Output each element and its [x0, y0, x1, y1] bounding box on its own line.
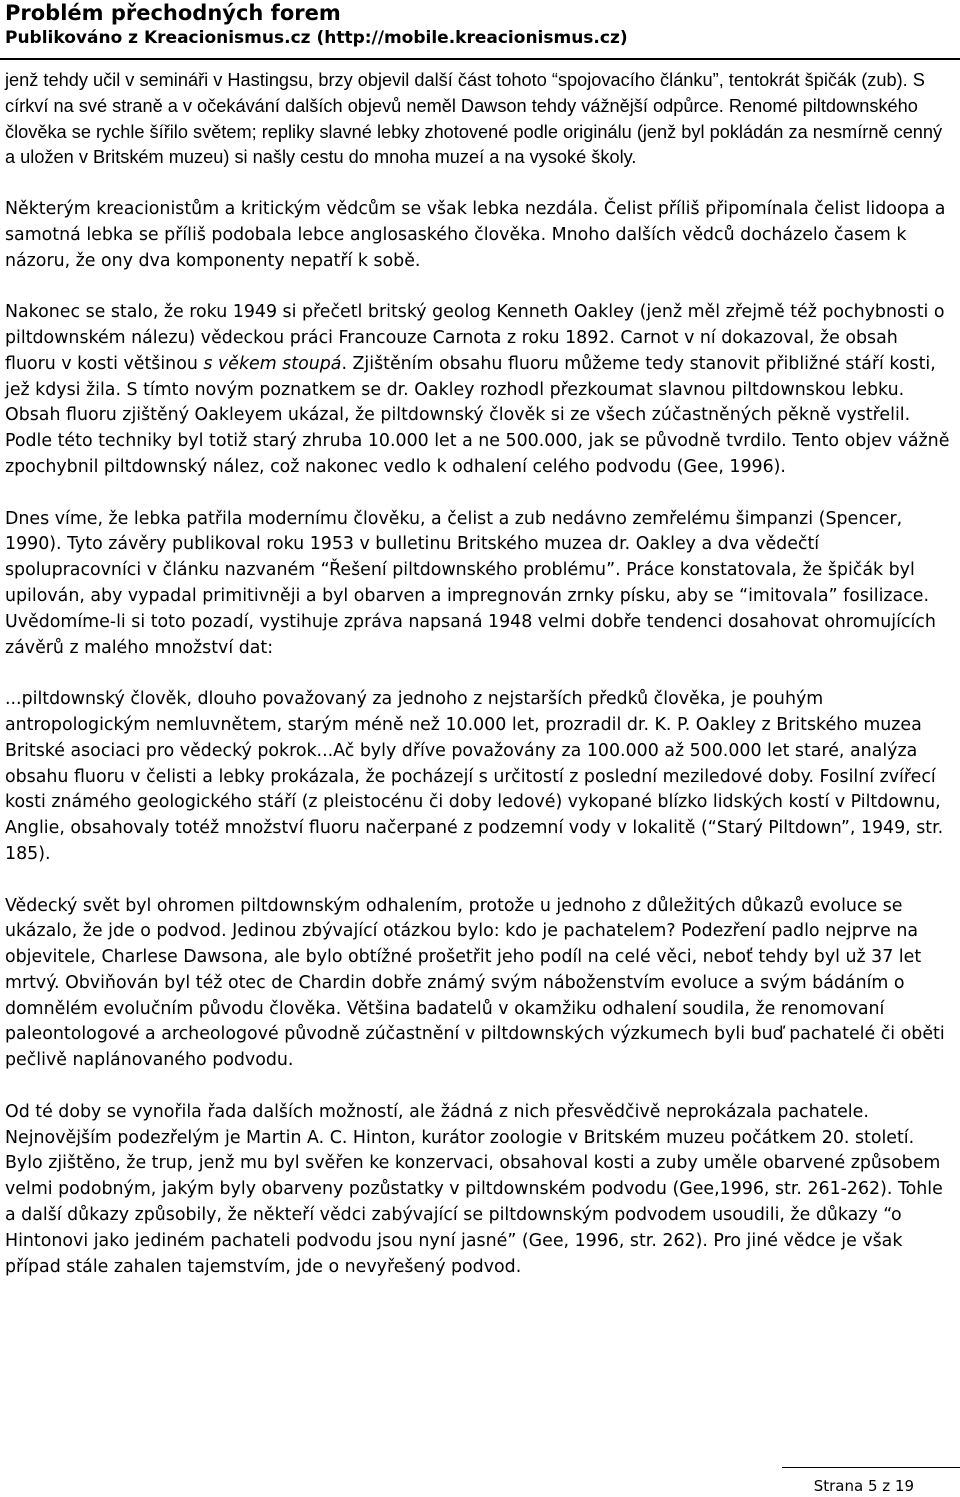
- emphasized-text: s věkem stoupá: [203, 353, 342, 374]
- paragraph-dawson-fame: jenž tehdy učil v semináři v Hastingsu, brzy objevil další část tohoto “spojovacího článku”, tentokrát špičák (zub). S církví na své straně a v očekávání dalších objevů neměl Dawson tehdy vážnější odpůrce. Renomé piltdownského člověka se rychle šířilo světem; repliky slavné lebky zhotovené podle originálu (jenž byl pokládán za nesmírně cenný a uložen v Britském muzeu) si našly cestu do mnoha muzeí a na vysoké školy.: [5, 70, 943, 168]
- paragraph-text: Nakonec se stalo, že roku 1949 si přečetl britský geolog Kenneth Oakley (jenž měl zřejmě též pochybnosti o piltdownském nálezu) vědeckou práci Francouze Carnota z roku 1892. Carnot v ní dokazoval, že obsah fluoru v kosti většinou: [5, 302, 945, 374]
- paragraph-modern-findings: Dnes víme, že lebka patřila modernímu člověku, a čelist a zub nedávno zemřelému šimpanzi (Spencer, 1990). Tyto závěry publikoval roku 1953 v bulletinu Britského muzea dr. Oakley a dva vědečtí spolupracovníci v článku nazvaném “Řešení piltdownského problému”. Práce konstatovala, že špičák byl upilován, aby vypadal primitivněji a byl obarven a impregnován zrnky písku, aby se “imitovala” fosilizace. Uvědomíme-li si toto pozadí, vystihuje zpráva napsaná 1948 velmi dobře tendenci dosahovat ohromujících závěrů z malého množství dat:: [5, 508, 936, 658]
- paragraph-doubts: Některým kreacionistům a kritickým vědcům se však lebka nezdála. Čelist příliš připomínala čelist lidoopa a samotná lebka se příliš podobala lebce anglosaského člověka. Mnoho dalších vědců docházelo časem k názoru, že ony dva komponenty nepatří k sobě.: [5, 198, 946, 271]
- paragraph-text: . Zjištěním obsahu fluoru můžeme tedy stanovit přibližné stáří kosti, jež kdysi žila. S tímto novým poznatkem se dr. Oakley rozhodl přezkoumat slavnou piltdownskou lebku. Obsah fluoru zjištěný Oakleyem ukázal, že piltdownský člověk si ze všech zúčastněných pěkně vystřelil. Podle této techniky byl totiž starý zhruba 10.000 let a ne 500.000, jak se původně tvrdilo. Tento objev vážně zpochybnil piltdownský nález, což nakonec vedlo k odhalení celého podvodu (Gee, 1996).: [5, 353, 950, 477]
- publication-source: Publikováno z Kreacionismus.cz (http://mobile.kreacionismus.cz): [5, 28, 628, 48]
- document-title: Problém přechodných forem: [5, 1, 341, 25]
- header-divider: [0, 58, 960, 60]
- page-number: Strana 5 z 19: [813, 1477, 914, 1495]
- article-body: [5, 68, 950, 1306]
- paragraph-quoted-report: ...piltdownský člověk, dlouho považovaný za jednoho z nejstarších předků člověka, je pouhým antropologickým nemluvnětem, starým méně než 10.000 let, prozradil dr. K. P. Oakley z Britského muzea Britské asociaci pro vědecký pokrok...Ač byly dříve považovány za 100.000 až 500.000 let staré, analýza obsahu fluoru v čelisti a lebky prokázala, že pocházejí s určitostí z poslední meziledové doby. Fosilní zvířecí kosti známého geologického stáří (z pleistocénu či doby ledové) vykopané blízko lidských kostí v Piltdownu, Anglie, obsahovaly totéž množství fluoru načerpané z podzemní vody v lokalitě (“Starý Piltdown”, 1949, str. 185).: [5, 689, 944, 864]
- page-header: [5, 0, 955, 51]
- paragraph-oakley-fluorine: [5, 300, 950, 481]
- paragraph-who-is-culprit: Vědecký svět byl ohromen piltdownským odhalením, protože u jednoho z důležitých důkazů evoluce se ukázalo, že jde o podvod. Jedinou zbývající otázkou bylo: kdo je pachatelem? Podezření padlo nejprve na objevitele, Charlese Dawsona, ale bylo obtížné prošetřit jeho podíl na celé věci, neboť tehdy byl už 37 let mrtvý. Obviňován byl též otec de Chardin dobře známý svým náboženstvím evoluce a svým bádáním o domnělém evolučním původu člověka. Většina badatelů v okamžiku odhalení soudila, že renomovaní paleontologové a archeologové původně zúčastnění v piltdownských výzkumech byli buď pachatelé či oběti pečlivě naplánovaného podvodu.: [5, 895, 945, 1071]
- paragraph-hinton-suspect: Od té doby se vynořila řada dalších možností, ale žádná z nich přesvědčivě neprokázala pachatele. Nejnovějším podezřelým je Martin A. C. Hinton, kurátor zoologie v Britském muzeu počátkem 20. století. Bylo zjištěno, že trup, jenž mu byl svěřen ke konzervaci, obsahoval kosti a zuby uměle obarvené způsobem velmi podobným, jakým byly obarveny pozůstatky v piltdownském podvodu (Gee,1996, str. 261-262). Tohle a další důkazy způsobily, že někteří vědci zabývající se piltdownským podvodem usoudili, že důkazy “o Hintonovi jako jediném pachateli podvodu jsou nyní jasné” (Gee, 1996, str. 262). Pro jiné vědce je však případ stále zahalen tajemstvím, jde o nevyřešený podvod.: [5, 1101, 943, 1277]
- footer-divider: [782, 1467, 960, 1468]
